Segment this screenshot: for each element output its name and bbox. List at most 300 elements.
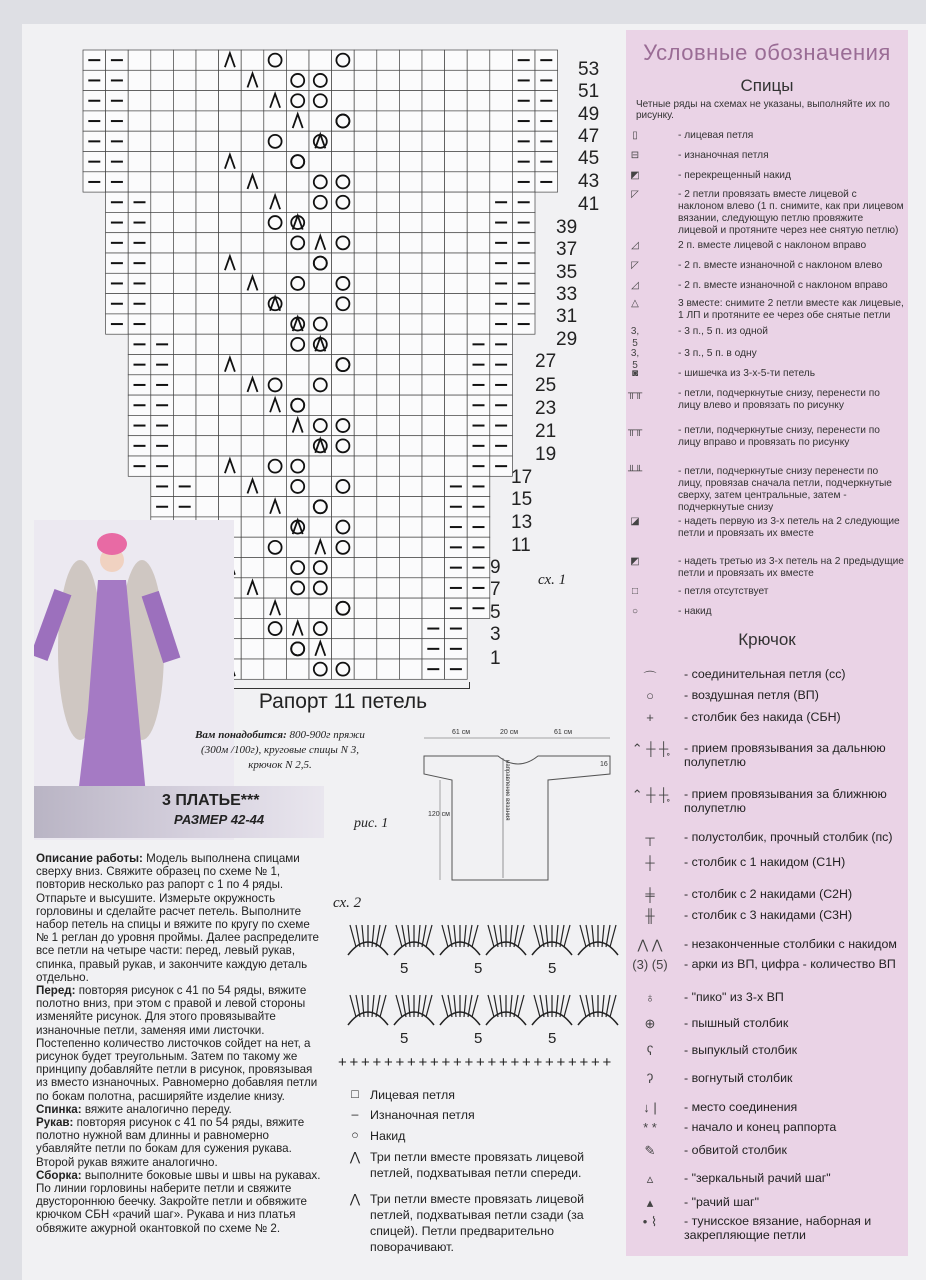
chart-cell [445,111,468,131]
row-number: 5 [490,602,501,623]
chart-cell [173,253,196,273]
chart-legend-text: Изнаночная петля [370,1108,475,1122]
plus-mark: + [568,1054,577,1071]
row-number: 3 [490,624,501,645]
legend-symbol-icon: △ [631,298,639,309]
plus-mark: + [476,1054,485,1071]
chart-cell [422,395,445,415]
chart-cell [354,314,377,334]
legend-note: Четные ряды на схемах не указаны, выполняйте их по рисунку. [636,99,890,121]
pattern-outline [424,756,610,880]
crochet-symbol-icon: ʔ [646,1071,654,1086]
chart-cell [219,436,242,456]
chart-cell [399,375,422,395]
chart-cell [422,212,445,232]
row-number: 37 [556,239,578,260]
chart-cell [173,70,196,90]
chart-cell [196,172,219,192]
paragraph-heading: Рукав: [36,1116,74,1130]
chart-cell [196,50,219,70]
chart-cell [467,253,490,273]
legend-symbol-icon: ◸ [631,260,639,271]
chart-cell [445,355,468,375]
chart-cell [422,355,445,375]
chart-cell [196,395,219,415]
crochet-legend-text: - "рачий шаг" [684,1195,759,1209]
chart-cell [354,355,377,375]
crochet-chart-2 [330,915,620,1075]
crochet-symbol-icon: ⊕ [644,1016,656,1031]
chart-cell [467,273,490,293]
plus-mark: + [338,1054,347,1071]
row-number: 23 [535,398,557,419]
crochet-symbol-icon: ⌃ ┼ ┼̥ [631,787,669,802]
rapport-bracket [218,682,470,689]
plus-mark: + [533,1054,543,1071]
chart-legend-text: Накид [370,1129,406,1143]
stitch-mark [534,995,540,1017]
chart-cell [309,517,332,537]
plus-mark: + [441,1054,451,1071]
chart-legend-symbol-icon: ○ [351,1128,359,1142]
row-number: 39 [556,217,578,238]
chart-cell [354,415,377,435]
chart-cell [445,395,468,415]
legend-text: - перекрещенный накид [678,170,791,181]
paragraph-body: Модель выполнена спицами сверху вниз. Свяжите образец по схеме № 1, повторив несколько раз рапорт с 1 по 4 ряды. Отпарьте и высушите. Измерьте окружность горловины и сделайте расчет петель. Выполните набор петель на спицы и вяжите по кругу по схеме № 1 реглан до уровня проймы. Далее распределите все петли на четыре части: перед, левый рукав, спинка, правый рукав, и закончите каждую деталь отдельно. [36,852,319,984]
chart-cell [445,456,468,476]
chart-cell [422,70,445,90]
chart-cell [377,517,400,537]
stitch-mark [356,995,360,1017]
arc-number: 5 [474,960,483,977]
chart-cell [196,131,219,151]
crochet-symbol-icon: ⌃ ┼ ┼̥ [631,741,669,756]
chart-cell [241,415,264,435]
chart-cell [264,659,287,679]
stitch-mark [580,995,586,1017]
chart-cell [286,192,309,212]
chart-cell [151,131,174,151]
chart-cell [445,294,468,314]
chart-cell [286,50,309,70]
plus-mark: + [522,1054,531,1071]
chart-cell [422,375,445,395]
paragraph-body: повторяя рисунок с 41 по 54 ряды, вяжите полотно вниз, при этом с правой и левой стороны изменяйте рисунок. Для этого провязывайте изнаночные петли, заменяя ими листочки. Постепенно количество листочков сойдет на нет, а рисунок будет треугольным. Затем по такому же принципу добавляйте петли в рисунок, провязывая из вместо изнаночных. Равномерно добавляя петли по бокам полотна, расширяйте изделие книзу. [36,984,318,1103]
stitch-mark [472,995,478,1017]
chart-cell [332,212,355,232]
chart-cell [219,192,242,212]
chart-cell [422,273,445,293]
legend-symbol-icon: ╥╥ [628,388,643,399]
paragraph-heading: Спинка: [36,1102,82,1116]
product-size: РАЗМЕР 42-44 [174,812,265,827]
chart-cell [309,152,332,172]
legend-text: - 2 п. вместе изнаночной с наклоном вправо [678,280,888,291]
chart-cell [354,91,377,111]
chart-cell [445,212,468,232]
chart-cell [354,558,377,578]
crochet-legend-text: - арки из ВП, цифра - количество ВП [684,957,896,971]
chart-cell [264,578,287,598]
chart-cell [354,111,377,131]
chart-cell [219,395,242,415]
chart-cell [354,233,377,253]
chart-cell [286,497,309,517]
chart-cell [128,111,151,131]
chart-cell [354,50,377,70]
chart-cell [332,497,355,517]
plus-mark: + [453,1054,462,1071]
chart-cell [196,355,219,375]
stitch-mark [560,925,564,947]
chart-cell [399,456,422,476]
legend-symbol-icon: ◩ [630,556,640,567]
chart-cell [241,436,264,456]
stitch-mark [564,995,570,1017]
plus-mark: + [349,1054,359,1071]
chart-cell [490,152,513,172]
row-number: 47 [578,126,600,147]
chart-cell [445,334,468,354]
dim-right: 61 см [554,729,573,736]
legend-symbol-icon: ▯ [632,130,638,141]
chart-cell [128,91,151,111]
crochet-legend-text: - "пико" из 3-х ВП [684,990,784,1004]
chart-cell [377,375,400,395]
chart-cell [128,172,151,192]
chart-cell [399,558,422,578]
crochet-symbol-icon: * * [643,1120,657,1135]
chart-cell [196,192,219,212]
chart-cell [309,476,332,496]
knit-legend-header: Спицы [740,76,794,95]
description-paragraph [36,984,322,1103]
chart-cell [377,70,400,90]
stitch-mark [586,925,590,947]
chart-cell [377,294,400,314]
chart-cell [286,375,309,395]
legend-text: - петли, подчеркнутые снизу перенести по лицу, провязав сначала петли, подчеркнутые сверху, затем центральные, затем - подчеркнутые снизу [678,466,892,513]
stitch-mark [540,925,544,947]
chart-cell [151,314,174,334]
chart-legend-symbol-icon: □ [351,1087,359,1101]
crochet-symbol-icon: ○ [646,688,654,703]
chart-cell [173,415,196,435]
legend-text: - петли, подчеркнутые снизу, перенести по лицу вправо и провязать по рисунку [678,425,880,448]
chart-cell [422,50,445,70]
chart-cell [377,558,400,578]
crochet-legend-text: - прием провязывания за ближнюю полупетлю [684,787,887,815]
chart-cell [399,294,422,314]
rapport-label: Рапорт 11 петель [258,690,428,713]
chart-cell [286,294,309,314]
chart-cell [264,517,287,537]
plus-mark: + [418,1054,428,1071]
row-number: 43 [578,171,600,192]
chart-cell [445,273,468,293]
chart-cell [377,50,400,70]
chart-cell [467,212,490,232]
chart-cell [264,253,287,273]
chart-cell [354,618,377,638]
chart-cell [309,355,332,375]
crochet-symbol-icon: • ⌇ [642,1214,658,1229]
chart-cell [309,111,332,131]
chart-cell [241,558,264,578]
crochet-legend-text: - столбик с 3 накидами (С3Н) [684,908,853,922]
row-number: 25 [535,375,557,396]
pattern-label: рис. 1 [354,816,389,831]
chart-cell [377,618,400,638]
dim-length: 120 см [428,811,450,818]
chart-cell [467,294,490,314]
chart-cell [377,314,400,334]
chart-cell [241,618,264,638]
row-number: 7 [490,579,501,600]
chart-cell [490,91,513,111]
chart-cell [445,152,468,172]
chart-cell [399,111,422,131]
chart-cell [467,50,490,70]
plus-mark: + [372,1054,382,1071]
chart-cell [399,497,422,517]
plus-mark: + [591,1054,600,1071]
chart-cell [219,131,242,151]
chart-cell [377,456,400,476]
dim-left: 61 см [452,729,471,736]
row-number: 17 [511,467,533,488]
chart-cell [445,70,468,90]
chart-cell [354,598,377,618]
chart-cell [286,537,309,557]
dim-center: 20 см [500,729,519,736]
legend-symbol-icon: 3, 5 [630,348,640,371]
chart-cell [264,111,287,131]
chart-cell [151,253,174,273]
chart-cell [151,50,174,70]
crochet-legend-text: - место соединения [684,1100,798,1114]
chart-cell [377,598,400,618]
chart-cell [445,192,468,212]
chart-cell [354,212,377,232]
chart-cell [332,395,355,415]
chart-cell [490,172,513,192]
legend-symbol-icon: □ [631,586,639,597]
chart-cell [264,436,287,456]
plus-mark: + [430,1054,439,1071]
materials-text [190,728,370,773]
pink-hat [97,533,127,555]
chart-cell [445,314,468,334]
stitch-mark [442,995,448,1017]
chart-cell [422,517,445,537]
crochet-legend-text: - прием провязывания за дальнюю полупетлю [684,741,886,769]
chart-cell [151,233,174,253]
crochet-legend-text: - воздушная петля (ВП) [684,688,819,702]
chart-cell [467,91,490,111]
chart-cell [354,517,377,537]
chart-cell [264,70,287,90]
chart-cell [151,212,174,232]
chart-cell [309,395,332,415]
legend-text: - петли, подчеркнутые снизу, перенести по лицу влево и провязать по рисунку [678,388,880,411]
chart-cell [219,233,242,253]
chart-cell [490,50,513,70]
legend-text: - лицевая петля [678,130,754,141]
description-paragraph [36,1116,322,1169]
chart-cell [173,294,196,314]
chart-legend-symbol-icon: – [351,1107,359,1121]
chart-cell [354,456,377,476]
stitch-mark [468,925,472,947]
row-number: 27 [535,351,557,372]
stitch-mark [488,925,494,947]
chart-cell [332,334,355,354]
chart-cell [445,50,468,70]
chart-cell [467,314,490,334]
row-number: 21 [535,421,557,442]
chart-cell [173,375,196,395]
chart-cell [219,294,242,314]
crochet-legend-text: - полустолбик, прочный столбик (пс) [684,830,893,844]
chart-cell [377,131,400,151]
chart-cell [377,355,400,375]
chart-cell [399,476,422,496]
stitch-mark [610,925,616,947]
paragraph-heading: Перед: [36,984,76,998]
chart-cell [377,192,400,212]
chart-cell [467,70,490,90]
chart-cell [377,233,400,253]
legend-text: - 2 петли провязать вместе лицевой с наклоном влево (1 п. снимите, как при лицевом вязании, следующую петлю провяжите лицевой и протяните через нее снятую петлю) [678,189,904,236]
chart-cell [399,172,422,192]
chart-cell [332,91,355,111]
chart-cell [399,212,422,232]
legend-title: Условные обозначения [643,40,891,65]
chart-cell [332,131,355,151]
chart-cell [354,172,377,192]
chart-cell [151,192,174,212]
chart-cell [399,273,422,293]
chart-cell [445,172,468,192]
crochet-symbol-icon: ┼ [645,855,655,870]
stitch-mark [448,925,452,947]
stitch-mark [376,925,380,947]
plus-mark: + [556,1054,566,1071]
chart-cell [196,212,219,232]
stitch-mark [402,995,406,1017]
chart-cell [241,314,264,334]
legend-text: - 2 п. вместе изнаночной с наклоном влево [678,260,883,271]
chart-cell [377,395,400,415]
chart-cell [264,415,287,435]
description [36,852,322,1235]
stitch-mark [514,995,518,1017]
crochet-legend-text: - выпуклый столбик [684,1043,798,1057]
row-number: 33 [556,284,578,305]
legend-text: - надеть третью из 3-х петель на 2 предыдущие петли и провязать их вместе [678,556,904,579]
chart-cell [377,111,400,131]
chart-cell [422,436,445,456]
chart-cell [399,537,422,557]
chart-cell [377,212,400,232]
chart-cell [422,598,445,618]
chart-cell [377,273,400,293]
row-number: 1 [490,648,501,669]
stitch-mark [442,925,448,947]
chart-cell [241,131,264,151]
row-number: 31 [556,306,578,327]
chart-cell [377,659,400,679]
chart-cell [241,355,264,375]
chart-cell [377,578,400,598]
chart-cell [422,233,445,253]
chart-cell [128,131,151,151]
stitch-mark [606,925,610,947]
chart-cell [354,253,377,273]
legend-symbol-icon: 3, 5 [630,326,640,349]
chart-cell [241,395,264,415]
chart-cell [422,253,445,273]
chart-cell [467,111,490,131]
chart-cell [422,131,445,151]
chart-cell [354,131,377,151]
chart-cell [354,273,377,293]
chart-cell [422,172,445,192]
chart-cell [399,578,422,598]
chart-cell [196,294,219,314]
chart-cell [377,639,400,659]
chart-cell [173,273,196,293]
chart-legend-text: Три петли вместе провязать лицевой петлей, подхватывая петли сзади (за спицей). Петли предварительно поворачивают. [370,1192,585,1254]
chart-cell [377,91,400,111]
knitting-direction: направление вязания [504,760,510,821]
chart-cell [422,111,445,131]
chart-cell [354,659,377,679]
chart-cell [377,476,400,496]
crochet-symbol-icon: (3) (5) [632,957,668,972]
chart-legend-text: Три петли вместе провязать лицевой петлей, подхватывая петли спереди. [370,1150,585,1180]
chart-cell [354,395,377,415]
crochet-symbol-icon: ✎ [644,1143,656,1158]
chart-cell [219,476,242,496]
chart-cell [399,436,422,456]
plus-mark: + [407,1054,416,1071]
paragraph-body: выполните боковые швы и швы на рукавах. По линии горловины наберите петли и свяжите двустороннюю беечку. Закройте петли и обвяжите крючком СБН «рачий шаг». Рукава и низ платья обвяжите ажурной окантовкой по схеме № 2. [36,1168,321,1235]
chart-cell [173,50,196,70]
stitch-mark [606,995,610,1017]
stitch-mark [380,995,386,1017]
chart-cell [399,70,422,90]
stitch-mark [494,925,498,947]
chart-cell [354,639,377,659]
crochet-legend-text: - столбик с 2 накидами (С2Н) [684,887,853,901]
chart-cell [241,639,264,659]
stitch-mark [402,925,406,947]
row-number: 41 [578,194,600,215]
legend-text: - 3 п., 5 п. в одну [678,348,757,359]
dim-height: 16 [600,761,608,768]
chart-cell [173,212,196,232]
plus-mark: + [384,1054,393,1071]
chart-cell [422,334,445,354]
chart-cell [467,192,490,212]
chart-cell [196,91,219,111]
stitch-mark [448,995,452,1017]
crochet-symbol-icon: ↓ | [643,1100,657,1115]
stitch-mark [586,995,590,1017]
